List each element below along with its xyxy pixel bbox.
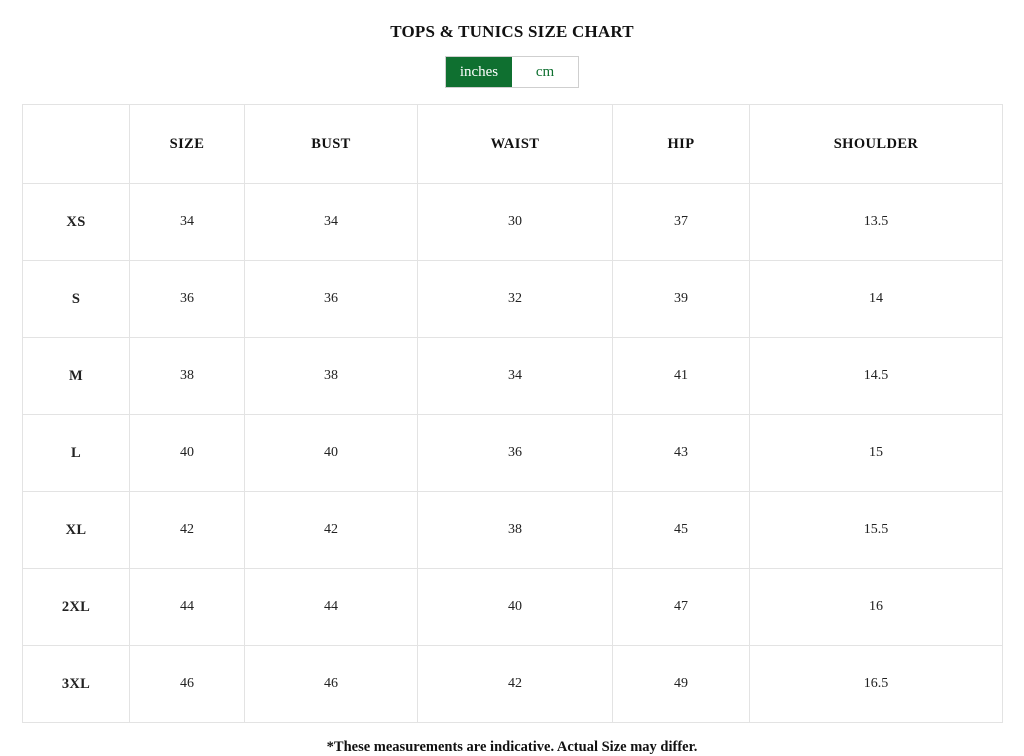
cell-size: 38: [130, 338, 245, 415]
cell-shoulder: 15.5: [750, 492, 1003, 569]
table-row: [23, 338, 1003, 415]
cell-bust: 42: [245, 492, 418, 569]
cell-hip: 47: [613, 569, 750, 646]
cell-size: 44: [130, 569, 245, 646]
page-title: TOPS & TUNICS SIZE CHART: [390, 22, 634, 41]
table-header-row: [23, 105, 1003, 184]
column-header-hip: HIP: [613, 105, 750, 184]
cell-hip: 49: [613, 646, 750, 723]
cell-size: 34: [130, 184, 245, 261]
unit-option-inches[interactable]: inches: [446, 57, 512, 87]
unit-toggle[interactable]: [445, 56, 579, 88]
cell-size: 40: [130, 415, 245, 492]
column-header-waist: WAIST: [418, 105, 613, 184]
table-row: [23, 492, 1003, 569]
cell-size: 36: [130, 261, 245, 338]
column-header-shoulder: SHOULDER: [750, 105, 1003, 184]
cell-size: 42: [130, 492, 245, 569]
cell-hip: 41: [613, 338, 750, 415]
cell-bust: 46: [245, 646, 418, 723]
cell-size: 46: [130, 646, 245, 723]
column-header-size: SIZE: [130, 105, 245, 184]
row-label: L: [23, 415, 130, 492]
cell-shoulder: 14: [750, 261, 1003, 338]
column-header-blank: [23, 105, 130, 184]
row-label: 3XL: [23, 646, 130, 723]
cell-waist: 32: [418, 261, 613, 338]
cell-bust: 44: [245, 569, 418, 646]
table-row: [23, 415, 1003, 492]
cell-shoulder: 16: [750, 569, 1003, 646]
cell-bust: 36: [245, 261, 418, 338]
table-row: [23, 184, 1003, 261]
column-header-bust: BUST: [245, 105, 418, 184]
cell-bust: 38: [245, 338, 418, 415]
cell-waist: 38: [418, 492, 613, 569]
cell-waist: 42: [418, 646, 613, 723]
footnote: *These measurements are indicative. Actual Size may differ.: [326, 739, 698, 755]
table-row: [23, 261, 1003, 338]
cell-bust: 34: [245, 184, 418, 261]
table-row: [23, 646, 1003, 723]
row-label: XL: [23, 492, 130, 569]
cell-shoulder: 15: [750, 415, 1003, 492]
cell-waist: 36: [418, 415, 613, 492]
row-label: XS: [23, 184, 130, 261]
cell-waist: 34: [418, 338, 613, 415]
cell-hip: 43: [613, 415, 750, 492]
cell-hip: 37: [613, 184, 750, 261]
row-label: M: [23, 338, 130, 415]
cell-hip: 45: [613, 492, 750, 569]
size-chart-table-wrap: [22, 104, 1002, 723]
cell-shoulder: 16.5: [750, 646, 1003, 723]
table-row: [23, 569, 1003, 646]
cell-waist: 30: [418, 184, 613, 261]
cell-shoulder: 13.5: [750, 184, 1003, 261]
row-label: 2XL: [23, 569, 130, 646]
cell-shoulder: 14.5: [750, 338, 1003, 415]
cell-bust: 40: [245, 415, 418, 492]
cell-hip: 39: [613, 261, 750, 338]
row-label: S: [23, 261, 130, 338]
unit-option-cm[interactable]: cm: [512, 57, 578, 87]
cell-waist: 40: [418, 569, 613, 646]
size-chart-table: [22, 104, 1003, 723]
